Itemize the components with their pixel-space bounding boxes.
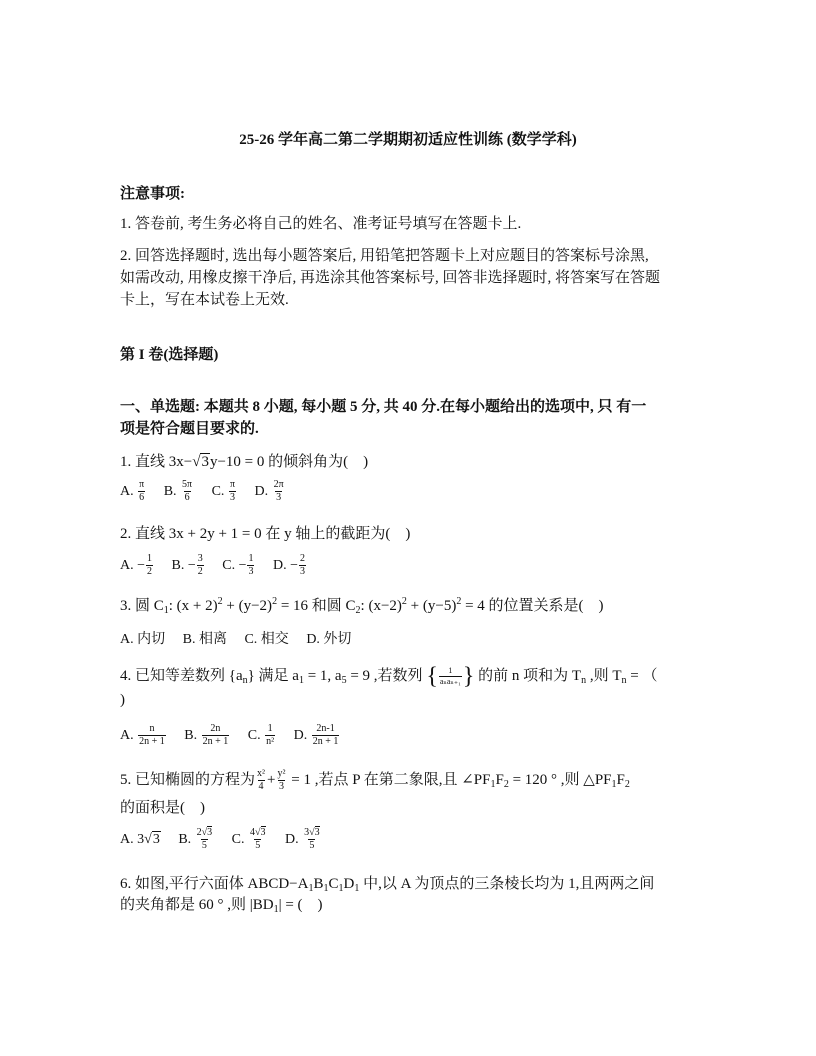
numerator: 1 <box>448 666 453 676</box>
fraction <box>202 724 230 747</box>
subscript: 5 <box>341 675 347 686</box>
option-label: C. <box>231 831 245 847</box>
section-1-line-1: 一、单选题: 本题共 8 小题, 每小题 5 分, 共 40 分.在每小题给出的选项中, 只 有一 <box>120 399 647 415</box>
q5-option-a[interactable] <box>120 832 161 847</box>
question-5 <box>120 768 630 792</box>
fraction <box>197 554 204 577</box>
section-1-line-2: 项是符合题目要求的. <box>120 421 259 437</box>
denominator: 2 <box>197 566 203 577</box>
q1-option-a[interactable] <box>120 479 146 503</box>
numerator: π <box>139 479 145 490</box>
q1-radicand: 3 <box>201 454 209 470</box>
question-3 <box>120 594 604 616</box>
option-label: A. <box>120 483 134 499</box>
option-label: D. <box>285 831 299 847</box>
q3-options <box>120 628 351 648</box>
q4-text: 4. 已知等差数列 {a <box>120 668 243 684</box>
option-label: B. <box>178 831 192 847</box>
numerator: 2n <box>210 723 221 734</box>
q5-text: = 120 ° ,则 △PF <box>508 772 612 788</box>
subscript: 1 <box>308 883 314 894</box>
subscript: 1 <box>273 904 279 915</box>
coefficient: 2 <box>196 827 202 838</box>
q4-option-a[interactable] <box>120 723 167 747</box>
option-label: C. − <box>222 557 247 573</box>
denominator: 2n + 1 <box>202 736 229 747</box>
denominator: 5 <box>255 840 261 851</box>
q2-options <box>120 554 307 577</box>
denominator: 5 <box>309 840 315 851</box>
question-1 <box>120 450 368 471</box>
superscript: 2 <box>456 596 462 607</box>
fraction <box>196 828 214 851</box>
q4-option-d[interactable] <box>293 723 341 747</box>
denominator: 3 <box>278 781 284 793</box>
q5-text: 5. 已知椭圆的方程为 <box>120 772 256 788</box>
notice-item-2-line-1: 2. 回答选择题时, 选出每小题答案后, 用铅笔把答题卡上对应题目的答案标号涂黑, <box>120 248 649 264</box>
q6-text: C <box>328 876 339 892</box>
left-brace: { <box>426 663 438 690</box>
subscript: 1 <box>323 883 329 894</box>
q5-options <box>120 828 322 851</box>
fraction <box>299 554 306 577</box>
fraction <box>249 828 267 851</box>
notice-item-1: 1. 答卷前, 考生务必将自己的姓名、准考证号填写在答题卡上. <box>120 216 522 232</box>
denominator: 6 <box>139 492 145 503</box>
coefficient: 4 <box>250 827 255 838</box>
q3-text: : (x−2) <box>360 598 402 614</box>
q6-text: B <box>313 876 324 892</box>
denominator: 2 <box>147 566 153 577</box>
fraction <box>265 724 275 747</box>
fraction <box>138 724 166 747</box>
option-label: D. <box>254 483 269 499</box>
fraction <box>247 554 254 577</box>
denominator: 3 <box>276 492 282 503</box>
numerator: n <box>149 723 155 734</box>
numerator: 4√3 <box>250 827 266 838</box>
denominator: 6 <box>184 492 190 503</box>
superscript: 2 <box>272 596 278 607</box>
q4-text: = 9 ,若数列 <box>346 668 423 684</box>
q3-option-b[interactable]: B. 相离 <box>182 632 227 647</box>
q6-line-2 <box>120 893 323 915</box>
denominator: 5 <box>201 840 207 851</box>
fraction <box>303 828 321 851</box>
option-label: B. <box>184 727 198 743</box>
radicand: 3 <box>207 827 213 838</box>
q6-text: 中,以 A 为顶点的三条棱长均为 1,且两两之间 <box>359 876 655 892</box>
subscript: 2 <box>355 605 361 616</box>
q5-line-2: 的面积是( ) <box>120 800 205 816</box>
superscript: 2 <box>217 596 223 607</box>
numerator: 1 <box>248 553 254 564</box>
subscript: 1 <box>490 779 496 790</box>
q2-option-d[interactable] <box>272 553 307 577</box>
q4-text: } 满足 a <box>247 668 299 684</box>
q6-text: 6. 如图,平行六面体 ABCD−A <box>120 876 309 892</box>
notice-item-2-line-3: 卡上，写在本试卷上无效. <box>120 292 289 308</box>
q3-text: = 16 和圆 C <box>277 598 356 614</box>
notice-item-2-line-2: 如需改动, 用橡皮擦干净后, 再选涂其他答案标号, 回答非选择题时, 将答案写在答题 <box>120 270 661 286</box>
subscript: n <box>242 675 248 686</box>
numerator: 5π <box>182 479 193 490</box>
q4-line-2: ) <box>120 692 125 708</box>
question-6 <box>120 872 654 894</box>
q2-option-a[interactable] <box>120 553 154 577</box>
q1-suffix: y−10 = 0 的倾斜角为( ) <box>209 454 369 470</box>
q1-prefix: 1. 直线 3x− <box>120 454 193 470</box>
option-label: C. <box>247 727 261 743</box>
q2-option-c[interactable] <box>222 553 255 577</box>
option-label: D. − <box>272 557 298 573</box>
fraction <box>312 724 340 747</box>
q6-text: 的夹角都是 60 ° ,则 |BD <box>120 897 274 913</box>
subscript: 1 <box>298 675 304 686</box>
option-label: A. 3 <box>120 831 145 847</box>
subscript: n <box>581 675 587 686</box>
radicand: 3 <box>260 827 266 838</box>
q1-option-d[interactable] <box>254 479 286 503</box>
q6-text: D <box>343 876 355 892</box>
q5-option-c[interactable] <box>231 827 268 851</box>
subscript: 1 <box>338 883 344 894</box>
q4-options <box>120 724 340 747</box>
exam-title: 25-26 学年高二第二学期期初适应性训练 (数学学科) <box>239 132 577 148</box>
numerator: 2 <box>300 553 305 564</box>
sqrt-symbol: √3 <box>192 454 209 470</box>
q1-options <box>120 480 286 503</box>
option-label: D. <box>293 727 308 743</box>
denominator: 2n + 1 <box>312 736 339 747</box>
q3-text: : (x + 2) <box>168 598 218 614</box>
denominator: 3 <box>248 566 254 577</box>
option-label: A. − <box>120 557 146 573</box>
subscript: 2 <box>624 779 630 790</box>
q1-option-c[interactable] <box>211 479 237 503</box>
fraction <box>439 667 462 686</box>
numerator: 3√3 <box>304 827 320 838</box>
q5-option-d[interactable] <box>285 827 322 851</box>
numerator: π <box>229 479 235 490</box>
numerator: x² <box>257 768 266 780</box>
right-brace: } <box>462 663 475 690</box>
q5-text: = 1 ,若点 P 在第二象限,且 ∠PF <box>287 772 491 788</box>
denominator: 3 <box>300 566 305 577</box>
q3-option-d[interactable]: D. 外切 <box>306 632 352 647</box>
question-2: 2. 直线 3x + 2y + 1 = 0 在 y 轴上的截距为( ) <box>120 526 411 542</box>
fraction <box>276 769 286 792</box>
q3-text: + (y−2) <box>222 598 273 614</box>
sqrt-symbol: √3 <box>144 831 160 847</box>
plus-sign: + <box>267 772 276 788</box>
denominator: aₙaₙ₊₁ <box>439 677 461 687</box>
fraction <box>256 769 266 792</box>
option-label: B. <box>163 483 177 499</box>
radicand: 3 <box>152 831 160 847</box>
q5-text: F <box>495 772 504 788</box>
q4-text: = （ <box>626 668 658 684</box>
subscript: 1 <box>354 883 360 894</box>
question-4 <box>120 664 657 689</box>
q1-option-b[interactable] <box>163 479 194 503</box>
q5-option-b[interactable] <box>178 827 214 851</box>
q3-text: = 4 的位置关系是( ) <box>461 598 604 614</box>
numerator: 1 <box>147 553 153 564</box>
numerator: 2n-1 <box>316 723 335 734</box>
option-label: B. − <box>171 557 196 573</box>
q5-text: F <box>616 772 625 788</box>
numerator: 1 <box>267 723 273 734</box>
q3-text: + (y−5) <box>406 598 457 614</box>
subscript: 2 <box>503 779 509 790</box>
notice-heading: 注意事项: <box>120 186 185 202</box>
option-label: C. <box>211 483 225 499</box>
fraction <box>146 554 153 577</box>
denominator: n² <box>266 736 275 747</box>
q3-option-a[interactable]: A. 内切 <box>120 632 166 647</box>
part-1-heading: 第 I 卷(选择题) <box>120 347 219 363</box>
q4-text: ,则 T <box>586 668 622 684</box>
fraction <box>229 480 236 503</box>
subscript: 1 <box>611 779 617 790</box>
option-label: A. <box>120 727 134 743</box>
fraction <box>273 480 285 503</box>
numerator: 2π <box>273 479 284 490</box>
q3-option-c[interactable]: C. 相交 <box>244 632 289 647</box>
coefficient: 3 <box>304 827 310 838</box>
q4-text: = 1, a <box>303 668 342 684</box>
q4-option-b[interactable] <box>184 723 230 747</box>
q4-text: 的前 n 项和为 T <box>478 668 582 684</box>
denominator: 2n + 1 <box>139 736 165 747</box>
fraction <box>181 480 193 503</box>
denominator: 3 <box>229 492 235 503</box>
q4-option-c[interactable] <box>247 723 276 747</box>
denominator: 4 <box>258 781 264 793</box>
superscript: 2 <box>401 596 407 607</box>
fraction <box>138 480 145 503</box>
q3-text: 3. 圆 C <box>120 598 164 614</box>
subscript: n <box>621 675 627 686</box>
numerator: 2√3 <box>196 827 213 838</box>
numerator: y² <box>277 768 286 780</box>
q2-option-b[interactable] <box>171 553 205 577</box>
q6-text: | = ( ) <box>278 897 323 913</box>
subscript: 1 <box>163 605 169 616</box>
radicand: 3 <box>314 827 320 838</box>
numerator: 3 <box>197 553 203 564</box>
